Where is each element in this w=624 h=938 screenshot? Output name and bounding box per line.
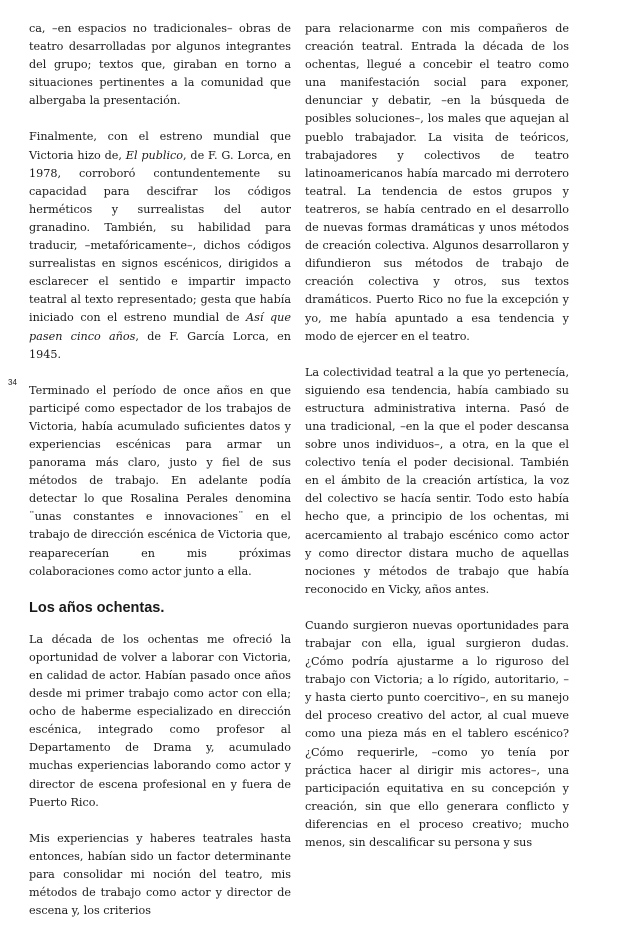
paragraph-text: Finalmente, con el estreno mundial que Victoria hizo de,	[29, 130, 291, 162]
paragraph: Cuando surgieron nuevas oportunidades para trabajar con ella, igual surgieron dudas. ¿Cómo podría ajustarme a lo riguroso del trabajo con Victoria; a lo rígido, autoritario, –y hasta cierto punto coercitivo–, en su manejo del proceso creativo del actor, al cual mueve como una pieza más en el tablero escénico? ¿Cómo requerirle, –como yo tenía por práctica hacer al dirigir mis actores–, una participación equitativa en su concepción y creación, sin que ello generara conflicto y diferencias en el proceso creativo; mucho menos, sin descalificar su persona y sus	[305, 618, 569, 850]
work-title: Así que pasen cinco años	[29, 311, 291, 343]
paragraph: Terminado el período de once años en que participé como espectador de los trabajos de Victoria, había acumulado suficientes datos y experiencias escénicas para armar un panorama más claro, justo y fiel de sus métodos de trabajo. En adelante podía detectar lo que Rosalina Perales denomina ¨unas constantes e innovaciones¨ en el trabajo de dirección escénica de Victoria que, reaparecerían en mis próximas colaboraciones como actor junto a ella.	[29, 383, 291, 578]
work-title: El publico	[125, 148, 184, 162]
paragraph: Mis experiencias y haberes teatrales hasta entonces, habían sido un factor determinante para consolidar mi noción del teatro, mis métodos de trabajo como actor y director de escena y, los criterios	[29, 831, 291, 918]
paragraph-text: , de F. García Lorca, en 1945.	[29, 329, 291, 361]
paragraph: para relacionarme con mis compañeros de creación teatral. Entrada la década de los ochentas, llegué a concebir el teatro como una manifestación social para exponer, denunciar y debatir, –en la búsqueda de posibles soluciones–, los males que aquejan al pueblo trabajador. La visita de teóricos, trabajadores y colectivos de teatro latinoamericanos había marcado mi derrotero teatral. La tendencia de estos grupos y teatreros, se había centrado en el desarrollo de nuevas formas dramáticas y unos métodos de creación colectiva. Algunos desarrollaron y difundieron sus métodos de trabajo de creación colectiva y otros, sus textos dramáticos. Puerto Rico no fue la excepción y yo, me había apuntado a esa tendencia y modo de ejercer en el teatro.	[305, 22, 569, 343]
left-column	[29, 20, 291, 938]
page-number: 34	[8, 378, 17, 387]
paragraph: La colectividad teatral a la que yo pertenecía, siguiendo esa tendencia, había cambiado su estructura administrativa interna. Pasó de una tradicional, –en la que el poder descansa sobre unos individuos–, a otra, en la que el colectivo tenía el poder decisional. También en el ámbito de la creación artística, la voz del colectivo se hacía sentir. Todo esto había hecho que, a principio de los ochentas, mi acercamiento al trabajo escénico como actor y como director distara mucho de aquellas nociones y métodos de trabajo que había reconocido en Vicky, años antes.	[305, 365, 569, 596]
paragraph: ca, –en espacios no tradicionales– obras de teatro desarrolladas por algunos integrantes del grupo; textos que, giraban en torno a situaciones pertinentes a la comunidad que albergaba la presentación.	[29, 22, 291, 108]
paragraph-text: , de F. G. Lorca, en 1978, corroboró contundentemente su capacidad para descifrar los códigos herméticos y surrealistas del autor granadino. También, su habilidad para traducir, –metafóricamente–, dichos códigos surrealistas en signos escénicos, dirigidos a esclarecer el sentido e impartir impacto teatral al texto representado; gesta que había iniciado con el estreno mundial de	[29, 148, 291, 325]
paragraph	[29, 128, 291, 363]
section-heading: Los años ochentas.	[29, 599, 165, 616]
paragraph: La década de los ochentas me ofreció la oportunidad de volver a laborar con Victoria, en calidad de actor. Habían pasado once años desde mi primer trabajo como actor con ella; ocho de haberme especializado en dirección escénica, integrado como profesor al Departamento de Drama y, acumulado muchas experiencias laborando como actor y director de escena profesional en y fuera de Puerto Rico.	[29, 632, 291, 809]
right-column	[305, 20, 569, 870]
